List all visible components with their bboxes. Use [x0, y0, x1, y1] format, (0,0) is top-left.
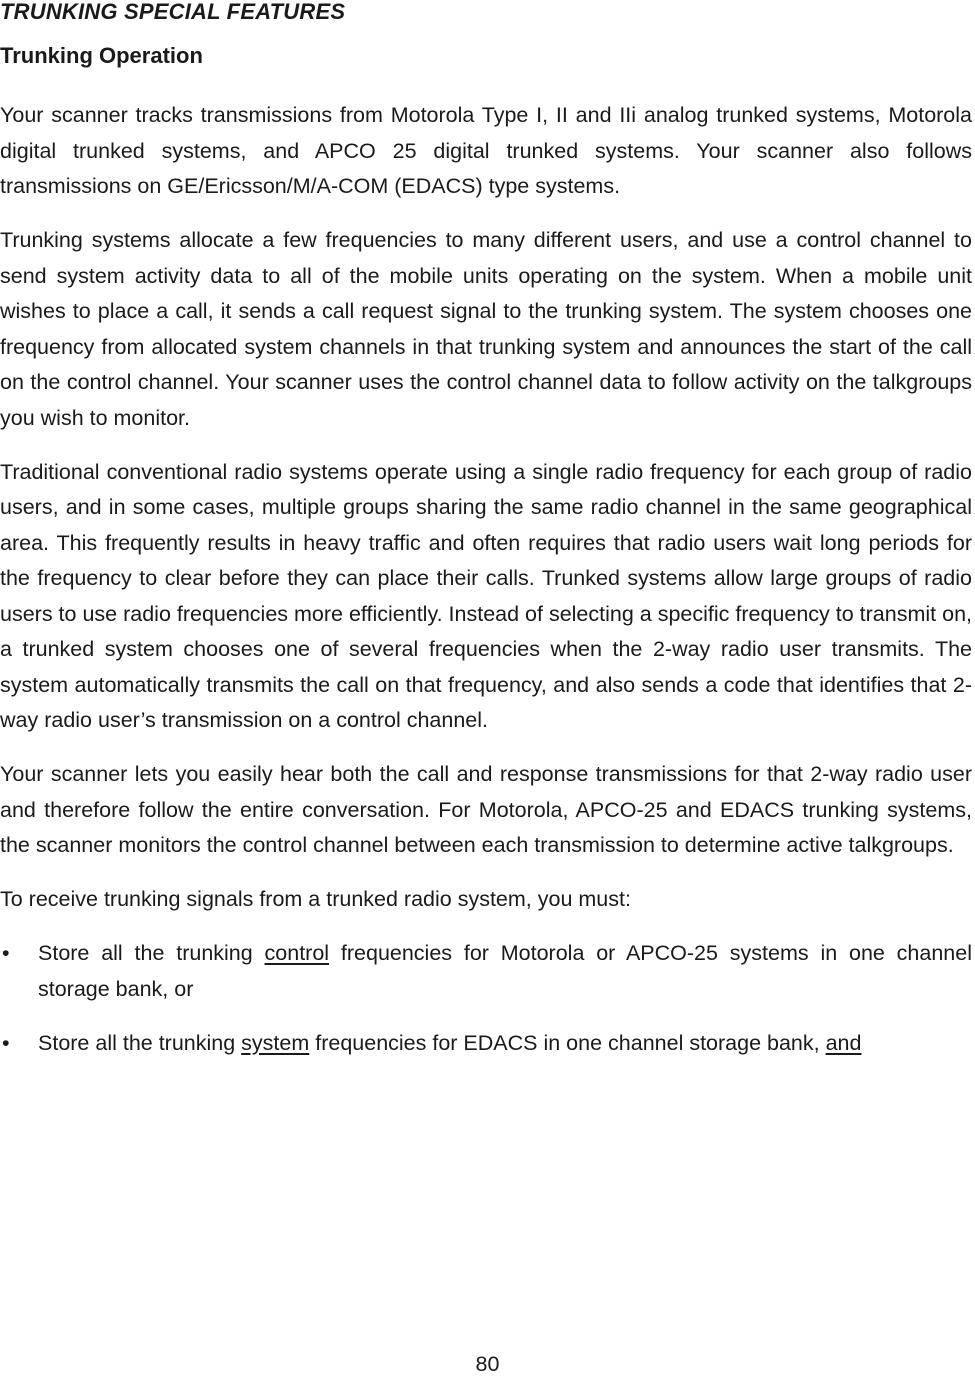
bullet-text-start: Store all the trunking: [38, 941, 265, 965]
underlined-term-control: control: [264, 941, 330, 965]
subsection-title: Trunking Operation: [0, 43, 203, 68]
bullet-marker: •: [2, 941, 10, 965]
bullet-text-start: Store all the trunking: [38, 1030, 242, 1055]
paragraph-requirements: To receive trunking signals from a trunked radio system, you must:: [0, 887, 631, 911]
page-number: 80: [475, 1352, 500, 1376]
list-item: [0, 1026, 972, 1062]
paragraph-scanner-follow: Your scanner lets you easily hear both the call and response transmissions for that 2-way radio user and therefore follow the entire conversation. For Motorola, APCO-25 and EDACS trunking systems, the scanner monitors the control channel between each transmission to determine active talkgroups.: [0, 762, 972, 857]
underlined-term-system: system: [241, 1030, 310, 1055]
list-item: [0, 936, 972, 1007]
underlined-conjunction-and: and: [825, 1030, 862, 1055]
requirements-list: [0, 936, 972, 1061]
body-text: [0, 98, 972, 1080]
paragraph-intro: Your scanner tracks transmissions from Motorola Type I, II and IIi analog trunked systems, Motorola digital trunked systems, and APCO 25 digital trunked systems. Your scanner also follows transmissions on GE/Ericsson/M/A-COM (EDACS) type systems.: [0, 103, 972, 198]
bullet-marker: •: [2, 1030, 10, 1055]
paragraph-conventional-systems: Traditional conventional radio systems operate using a single radio frequency for each group of radio users, and in some cases, multiple groups sharing the same radio channel in the same geographical area. This frequently results in heavy traffic and often requires that radio users wait long periods for the frequency to clear before they can place their calls. Trunked systems allow large groups of radio users to use radio frequencies more efficiently. Instead of selecting a specific frequency to transmit on, a trunked system chooses one of several frequencies when the 2-way radio user transmits. The system automatically transmits the call on that frequency, and also sends a code that identifies that 2-way radio user’s transmission on a control channel.: [0, 459, 972, 732]
section-title: TRUNKING SPECIAL FEATURES: [0, 0, 346, 24]
bullet-text-end: frequencies for EDACS in one channel storage bank,: [309, 1030, 826, 1055]
bullet-text-end: frequencies for Motorola or APCO-25 systems in one channel storage bank, or: [38, 941, 972, 1001]
paragraph-trunking-systems: Trunking systems allocate a few frequencies to many different users, and use a control channel to send system activity data to all of the mobile units operating on the system. When a mobile unit wishes to place a call, it sends a call request signal to the trunking system. The system chooses one frequency from allocated system channels in that trunking system and announces the start of the call on the control channel. Your scanner uses the control channel data to follow activity on the talkgroups you wish to monitor.: [0, 228, 972, 430]
